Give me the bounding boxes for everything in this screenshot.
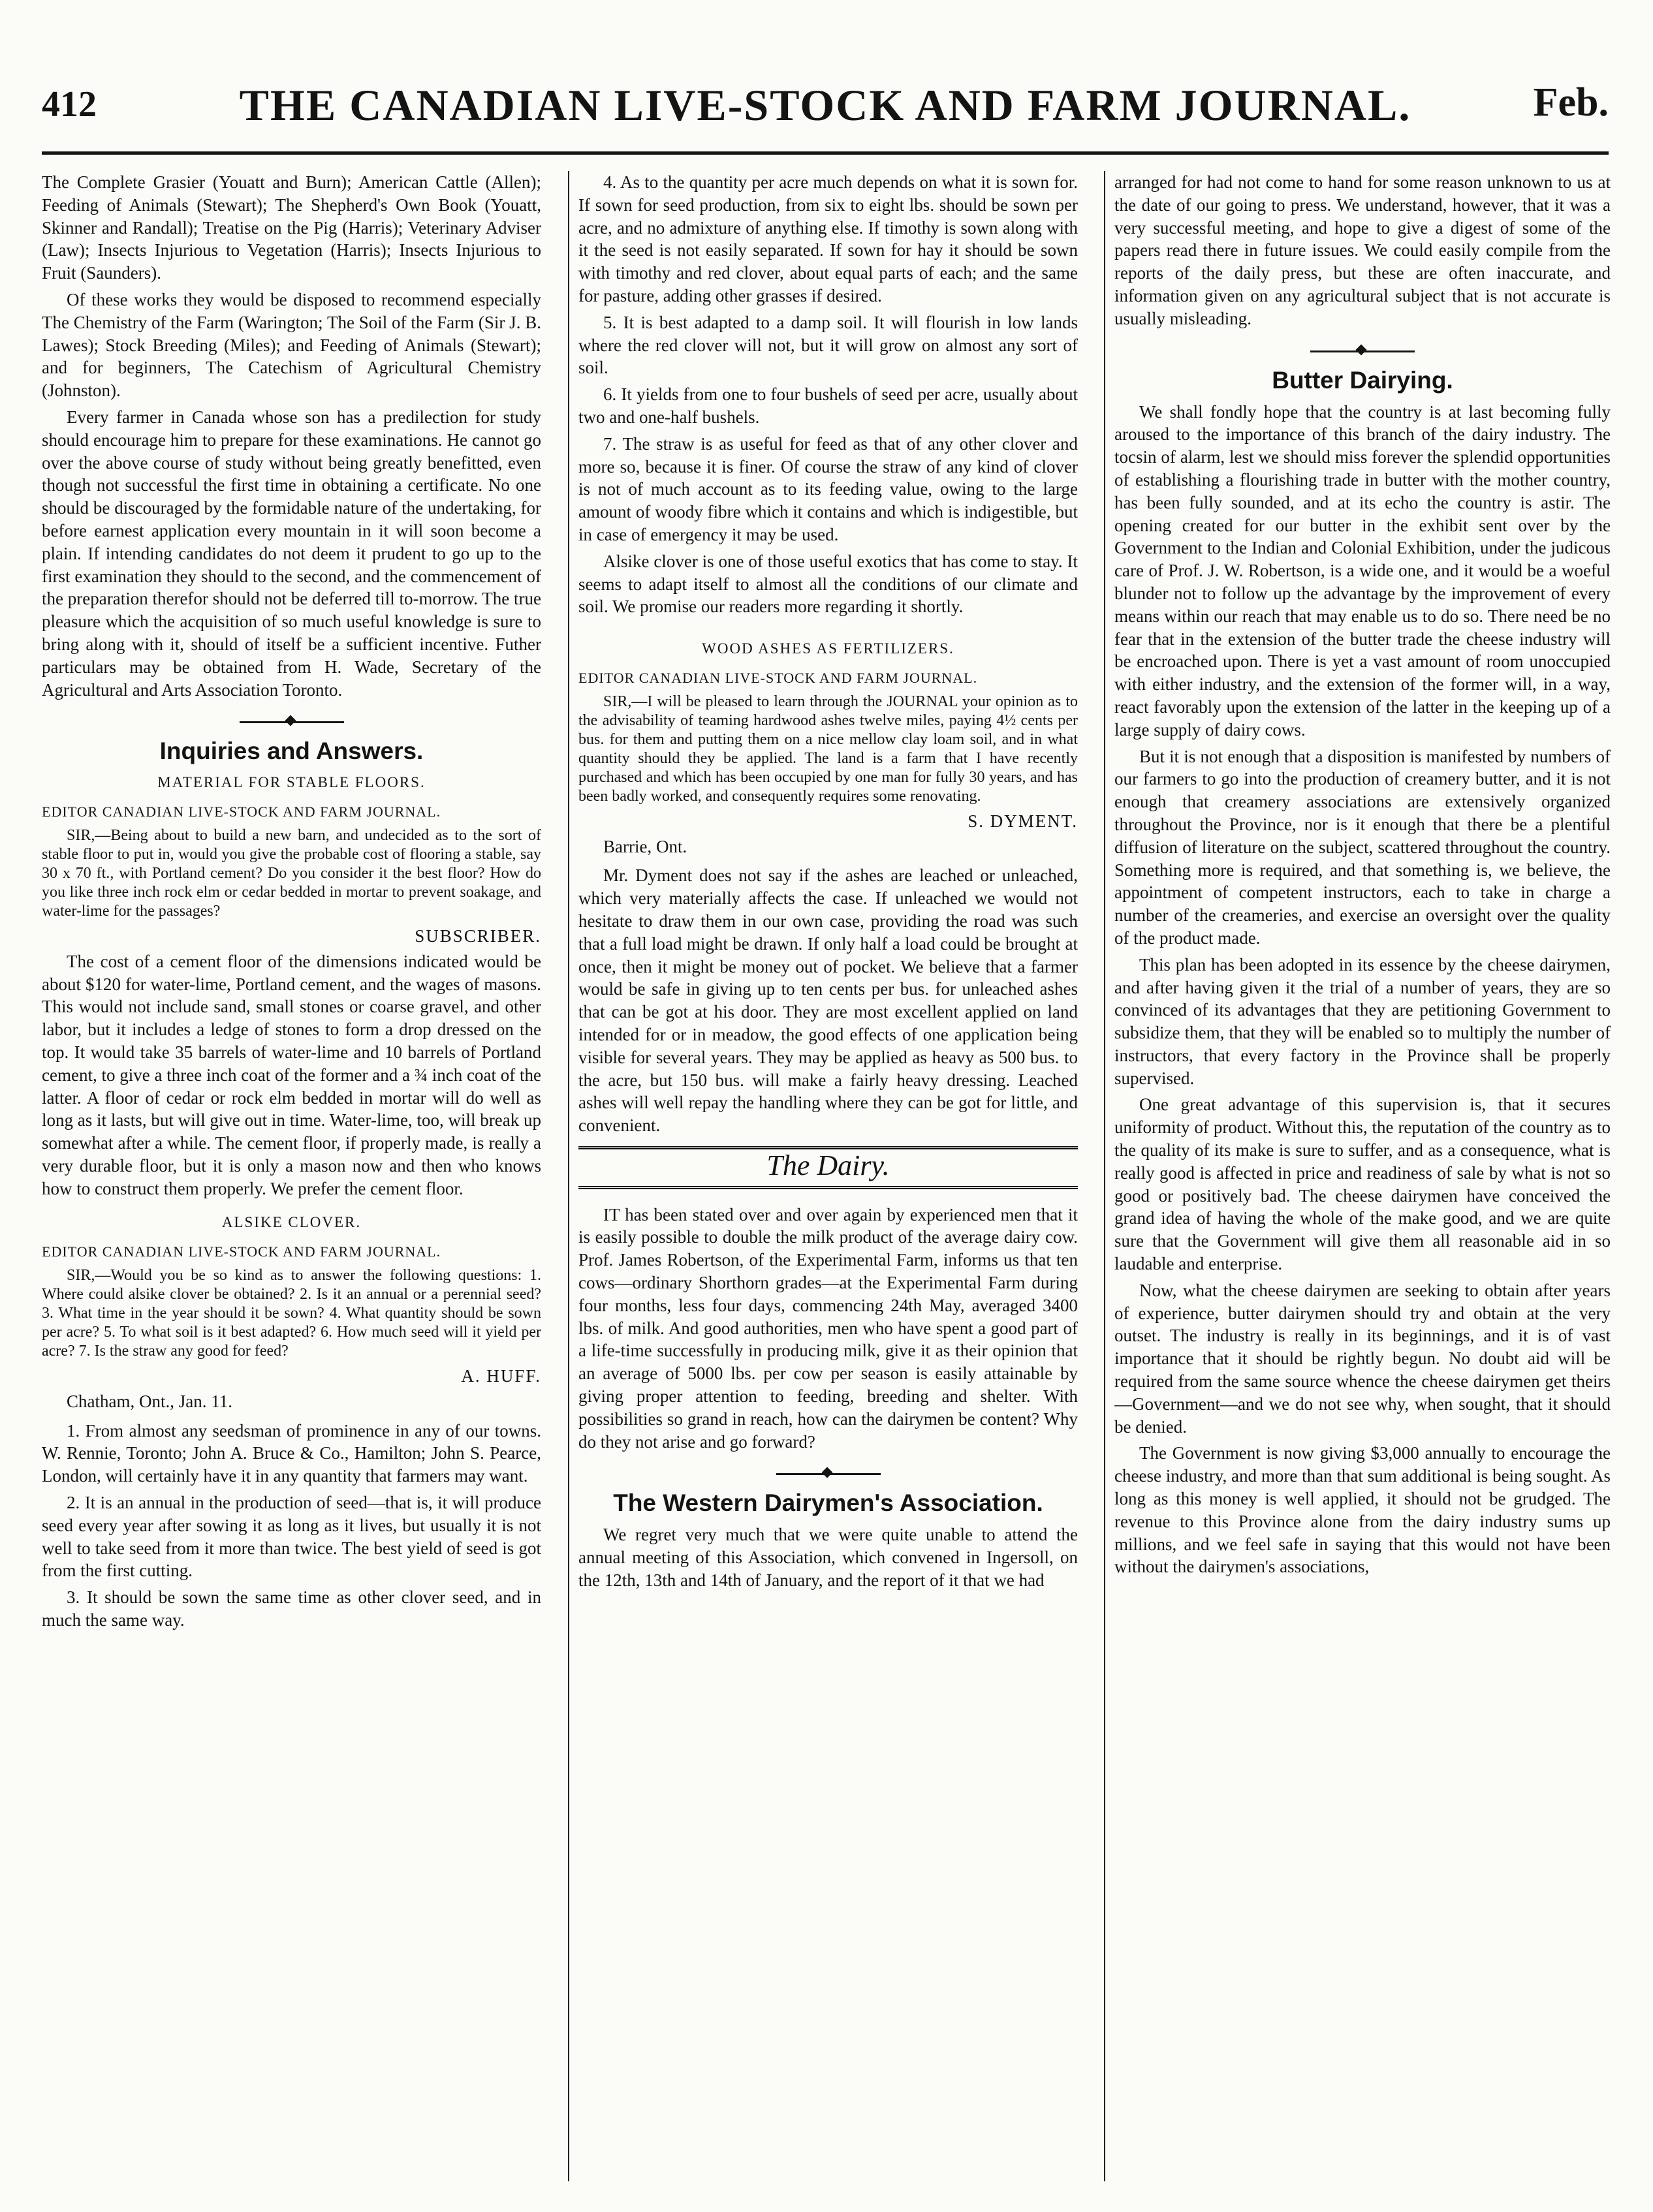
answer-item: 5. It is best adapted to a damp soil. It will flourish in low lands where the red clover will not, but it will grow on almost any sort of soil.: [578, 312, 1078, 378]
answer: The cost of a cement floor of the dimensions indicated would be about $120 for water-lime, Portland cement, and the wages of masons. This would not include sand, small stones or coarse gravel, and other labor, but it includes a ledge of stones to form a drop dressed on the top. It would take 35 barrels of water-lime and 10 barrels of Portland cement, to give a three inch coat of the former and a ¾ inch coat of the latter. A floor of cedar or rock elm bedded in mortar will do well as long as it lasts, but will give out in time. Water-lime, too, will break up somewhat after a while. The cement floor, if properly made, is really a very durable floor, but it is only a mason now and then who knows how to construct them properly. We prefer the cement floor.: [42, 951, 541, 1198]
letter-signature: SUBSCRIBER.: [415, 926, 541, 946]
section-heading: Inquiries and Answers.: [159, 738, 424, 765]
issue-month: Feb.: [1533, 80, 1609, 125]
paragraph: But it is not enough that a disposition is manifested by numbers of our farmers to go into the production of creamery butter, and it is not enough that creamery associations are extensively organized throughout the Province, nor is it enough that there be a plentiful diffusion of literature on the subject, scattered throughout the country. Something more is required, and that something is, we believe, the appointment of competent instructors, each to take in charge a number of the creameries, and exercise an oversight over the quality of the product made.: [1114, 746, 1611, 948]
section-ornament: [578, 1467, 1078, 1480]
answer-item: 6. It yields from one to four bushels of seed per acre, usually about two and one-half bushels.: [578, 384, 1078, 427]
header-rule: [42, 151, 1609, 155]
letter: SIR,—Would you be so kind as to answer the following questions: 1. Where could alsike clover be obtained? 2. Is it an annual or a perennial seed? 3. What time in the year should it be sown? 4. What quantity should be sown per acre? 5. To what soil is it best adapted? 6. How much seed will it yield per acre? 7. Is the straw any good for feed?: [42, 1267, 541, 1360]
paragraph: The Government is now giving $3,000 annually to encourage the cheese industry, and more than that sum additional is being sought. As long as this money is well applied, it should not be grudged. The revenue to this Province alone from the dairy industry sums up millions, and we feel safe in saying that this would not have been without the dairymen's associations,: [1114, 1443, 1611, 1577]
section-ornament: [42, 715, 541, 728]
paragraph: One great advantage of this supervision is, that it secures uniformity of product. Without this, the reputation of the country as to the quality of its make is sure to suffer, and as a consequence, what is really good is affected in price and readiness of sale by what is not so good or positively bad. The cheese dairymen have conceived the grand idea of having the whole of the make good, and we are quite sure that the Government will give them all reasonable aid in so laudable and enterprise.: [1114, 1095, 1611, 1274]
paragraph: IT has been stated over and over again by experienced men that it is easily possible to double the milk product of the average dairy cow. Prof. James Robertson, of the Experimental Farm, informs us that ten cows—ordinary Shorthorn grades—at the Experimental Farm during four months, less four days, commencing 24th May, averaged 3400 lbs. of milk. And good authorities, men who have spent a good part of a life-time successfully in producing milk, give it as their opinion that an average of 5000 lbs. per cow per season is easily attainable by giving proper attention to feeding, breeding and shelter. With possibilities so grand in reach, how can the dairymen be content? Why do they not arise and go forward?: [578, 1204, 1078, 1452]
answer-item: 2. It is an annual in the production of seed—that is, it will produce seed every year after sowing it as long as it lives, but usually it is not well to take seed from it more than twice. The best yield of seed is got from the first cutting.: [42, 1493, 541, 1581]
letter: SIR,—Being about to build a new barn, and undecided as to the sort of stable floor to put in, would you give the probable cost of flooring a stable, say 30 x 70 ft., with Portland cement? Do you consider it the best floor? How do you like three inch rock elm or cedar bedded in mortar to prevent soakage, and water-lime for the passages?: [42, 826, 541, 920]
department-banner: [578, 1146, 1078, 1189]
paragraph: This plan has been adopted in its essence by the cheese dairymen, and after having given it the trial of a number of years, they are so convinced of its advantages that they are petitioning Government to subsidize them, that they will be enabled so to multiply the number of instructors, that every factory in the Province shall be properly supervised.: [1114, 954, 1611, 1088]
answer: Mr. Dyment does not say if the ashes are leached or unleached, which very materially affects the case. If unleached we would not hesitate to draw them in our own case, providing the road was such that a full load might be drawn. If only half a load could be brought at once, then it might be money out of pocket. We believe that a farmer would be safe in giving up to ten cents per bus. for unleached ashes that can be got at his door. They are most excellent applied on land intended for or in meadow, the good effects of one application being visible for several years. They may be applied as heavy as 500 bus. to the acre, but 150 bus. will make a fairly heavy dressing. Leached ashes will well repay the handling where they can be got for little, and convenient.: [578, 865, 1078, 1136]
editor-line: EDITOR CANADIAN LIVE-STOCK AND FARM JOURNAL.: [578, 669, 978, 686]
subheading: ALSIKE CLOVER.: [221, 1214, 362, 1231]
column-1: [42, 171, 541, 2201]
paragraph: We shall fondly hope that the country is at last becoming fully aroused to the importance of this branch of the dairy industry. The tocsin of alarm, lest we should miss forever the splendid opportunities of establishing a flourishing trade in butter with the mother country, has been fully sounded, and at its echo the country is astir. The opening created for our butter in the exhibit sent over by the Government to the Indian and Colonial Exhibition, under the judicous care of Prof. J. W. Robertson, is a wide one, and it would be a woeful blunder not to follow up the advantage by the improvement of every means within our reach that may enable us to do so. There need be no fear that in the extension of the butter trade the cheese industry will be encroached upon. There is yet a vast amount of room unoccupied with either industry, and the extension of the former will, in a way, react favorably upon the extension of the latter in the keeping up of a large supply of dairy cows.: [1114, 401, 1611, 740]
editor-line: EDITOR CANADIAN LIVE-STOCK AND FARM JOURNAL.: [42, 803, 441, 820]
column-2: [578, 171, 1078, 2201]
books-list: The Complete Grasier (Youatt and Burn); American Cattle (Allen); Feeding of Animals (Stewart); The Shepherd's Own Book (Youatt, Skinner and Randall); Treatise on the Pig (Harris); Veterinary Adviser (Law); Insects Injurious to Vegetation (Harris); Insects Injurious to Fruit (Saunders).: [42, 172, 541, 283]
column-divider: [1104, 171, 1105, 2181]
column-3: [1114, 171, 1611, 2201]
department-title: The Dairy.: [766, 1149, 890, 1181]
paragraph: We regret very much that we were quite unable to attend the annual meeting of this Association, which convened in Ingersoll, on the 12th, 13th and 14th of January, and the report of it that we had: [578, 1525, 1078, 1591]
section-heading: Butter Dairying.: [1272, 366, 1453, 394]
letter-signature: A. HUFF.: [461, 1366, 541, 1386]
subheading: WOOD ASHES AS FERTILIZERS.: [702, 640, 954, 657]
letter-signature: S. DYMENT.: [968, 811, 1078, 831]
paragraph: Alsike clover is one of those useful exotics that has come to stay. It seems to adapt itself to almost all the conditions of our climate and soil. We promise our readers more regarding it shortly.: [578, 551, 1078, 617]
column-divider: [568, 171, 569, 2181]
letter: SIR,—I will be pleased to learn through the JOURNAL your opinion as to the advisability of teaming hardwood ashes twelve miles, paying 4½ cents per bus. for them and putting them on a nice mellow clay loam soil, and in what quantity should they be applied. The land is a farm that I have recently purchased and which has been occupied by one man for fully 30 years, and has been badly worked, and consequently requires some renovating.: [578, 693, 1078, 805]
answer-item: 3. It should be sown the same time as other clover seed, and in much the same way.: [42, 1587, 541, 1630]
answer-item: 7. The straw is as useful for feed as that of any other clover and more so, because it is finer. Of course the straw of any kind of clover is not of much account as to its feeding value, owing to the large amount of woody fibre which it contains and which is indigestible, but in case of emergency it may be used.: [578, 433, 1078, 544]
paragraph: Now, what the cheese dairymen are seeking to obtain after years of experience, butter dairymen should try and obtain at the very outset. The industry is really in its beginnings, and it is of vast importance that it should be rightly begun. No doubt aid will be required from the same source whence the cheese dairymen get theirs—Government—and we do not see why, when sought, that it should be denied.: [1114, 1280, 1611, 1437]
page-number: 412: [42, 84, 97, 125]
paragraph: Of these works they would be disposed to recommend especially The Chemistry of the Farm (Warington; The Soil of the Farm (Sir J. B. Lawes); Stock Breeding (Miles); and Feeding of Animals (Stewart); and for beginners, The Catechism of Agricultural Chemistry (Johnston).: [42, 289, 541, 401]
paragraph: Every farmer in Canada whose son has a predilection for study should encourage him to prepare for these examinations. He cannot go over the above course of study without being greatly benefitted, even though not successful the first time in obtaining a certificate. No one should be discouraged by the formidable nature of the undertaking, for before earnest application every mountain in it will soon become a plain. If intending candidates do not deem it prudent to go up to the first examination they should to the second, and the commencement of the preparation therefor should not be deferred till to-morrow. The true pleasure which the acquisition of so much useful knowledge is sure to bring along with it, should of itself be a sufficient incentive. Futher particulars may be obtained from H. Wade, Secretary of the Agricultural and Arts Association Toronto.: [42, 407, 541, 700]
subheading: MATERIAL FOR STABLE FLOORS.: [157, 774, 426, 791]
dateline: Barrie, Ont.: [603, 836, 687, 856]
paragraph: arranged for had not come to hand for some reason unknown to us at the date of our going to press. We understand, however, that it was a very successful meeting, and hope to give a digest of some of the papers read there in future issues. We could easily compile from the reports of the daily press, but these are often inaccurate, and information given on any agricultural subject that is not accurate is usually misleading.: [1114, 172, 1611, 328]
section-heading: The Western Dairymen's Association.: [613, 1489, 1043, 1517]
section-ornament: [1114, 345, 1611, 358]
journal-title: THE CANADIAN LIVE-STOCK AND FARM JOURNAL.: [239, 80, 1411, 130]
answer-item: 1. From almost any seedsman of prominence in any of our towns. W. Rennie, Toronto; John A. Bruce & Co., Hamilton; John S. Pearce, London, will certainly have it in any quantity that farmers may want.: [42, 1420, 541, 1486]
dateline: Chatham, Ont., Jan. 11.: [67, 1391, 232, 1411]
page-header: [42, 80, 1609, 142]
answer-item: 4. As to the quantity per acre much depends on what it is sown for. If sown for seed production, from six to eight lbs. should be sown per acre, and no admixture of anything else. If timothy is sown along with it the seed is not easily separated. If sown for hay it should be sown with timothy and red clover, about equal parts of each; and the same for pasture, adding other grasses if desired.: [578, 172, 1078, 305]
editor-line: EDITOR CANADIAN LIVE-STOCK AND FARM JOURNAL.: [42, 1243, 441, 1260]
